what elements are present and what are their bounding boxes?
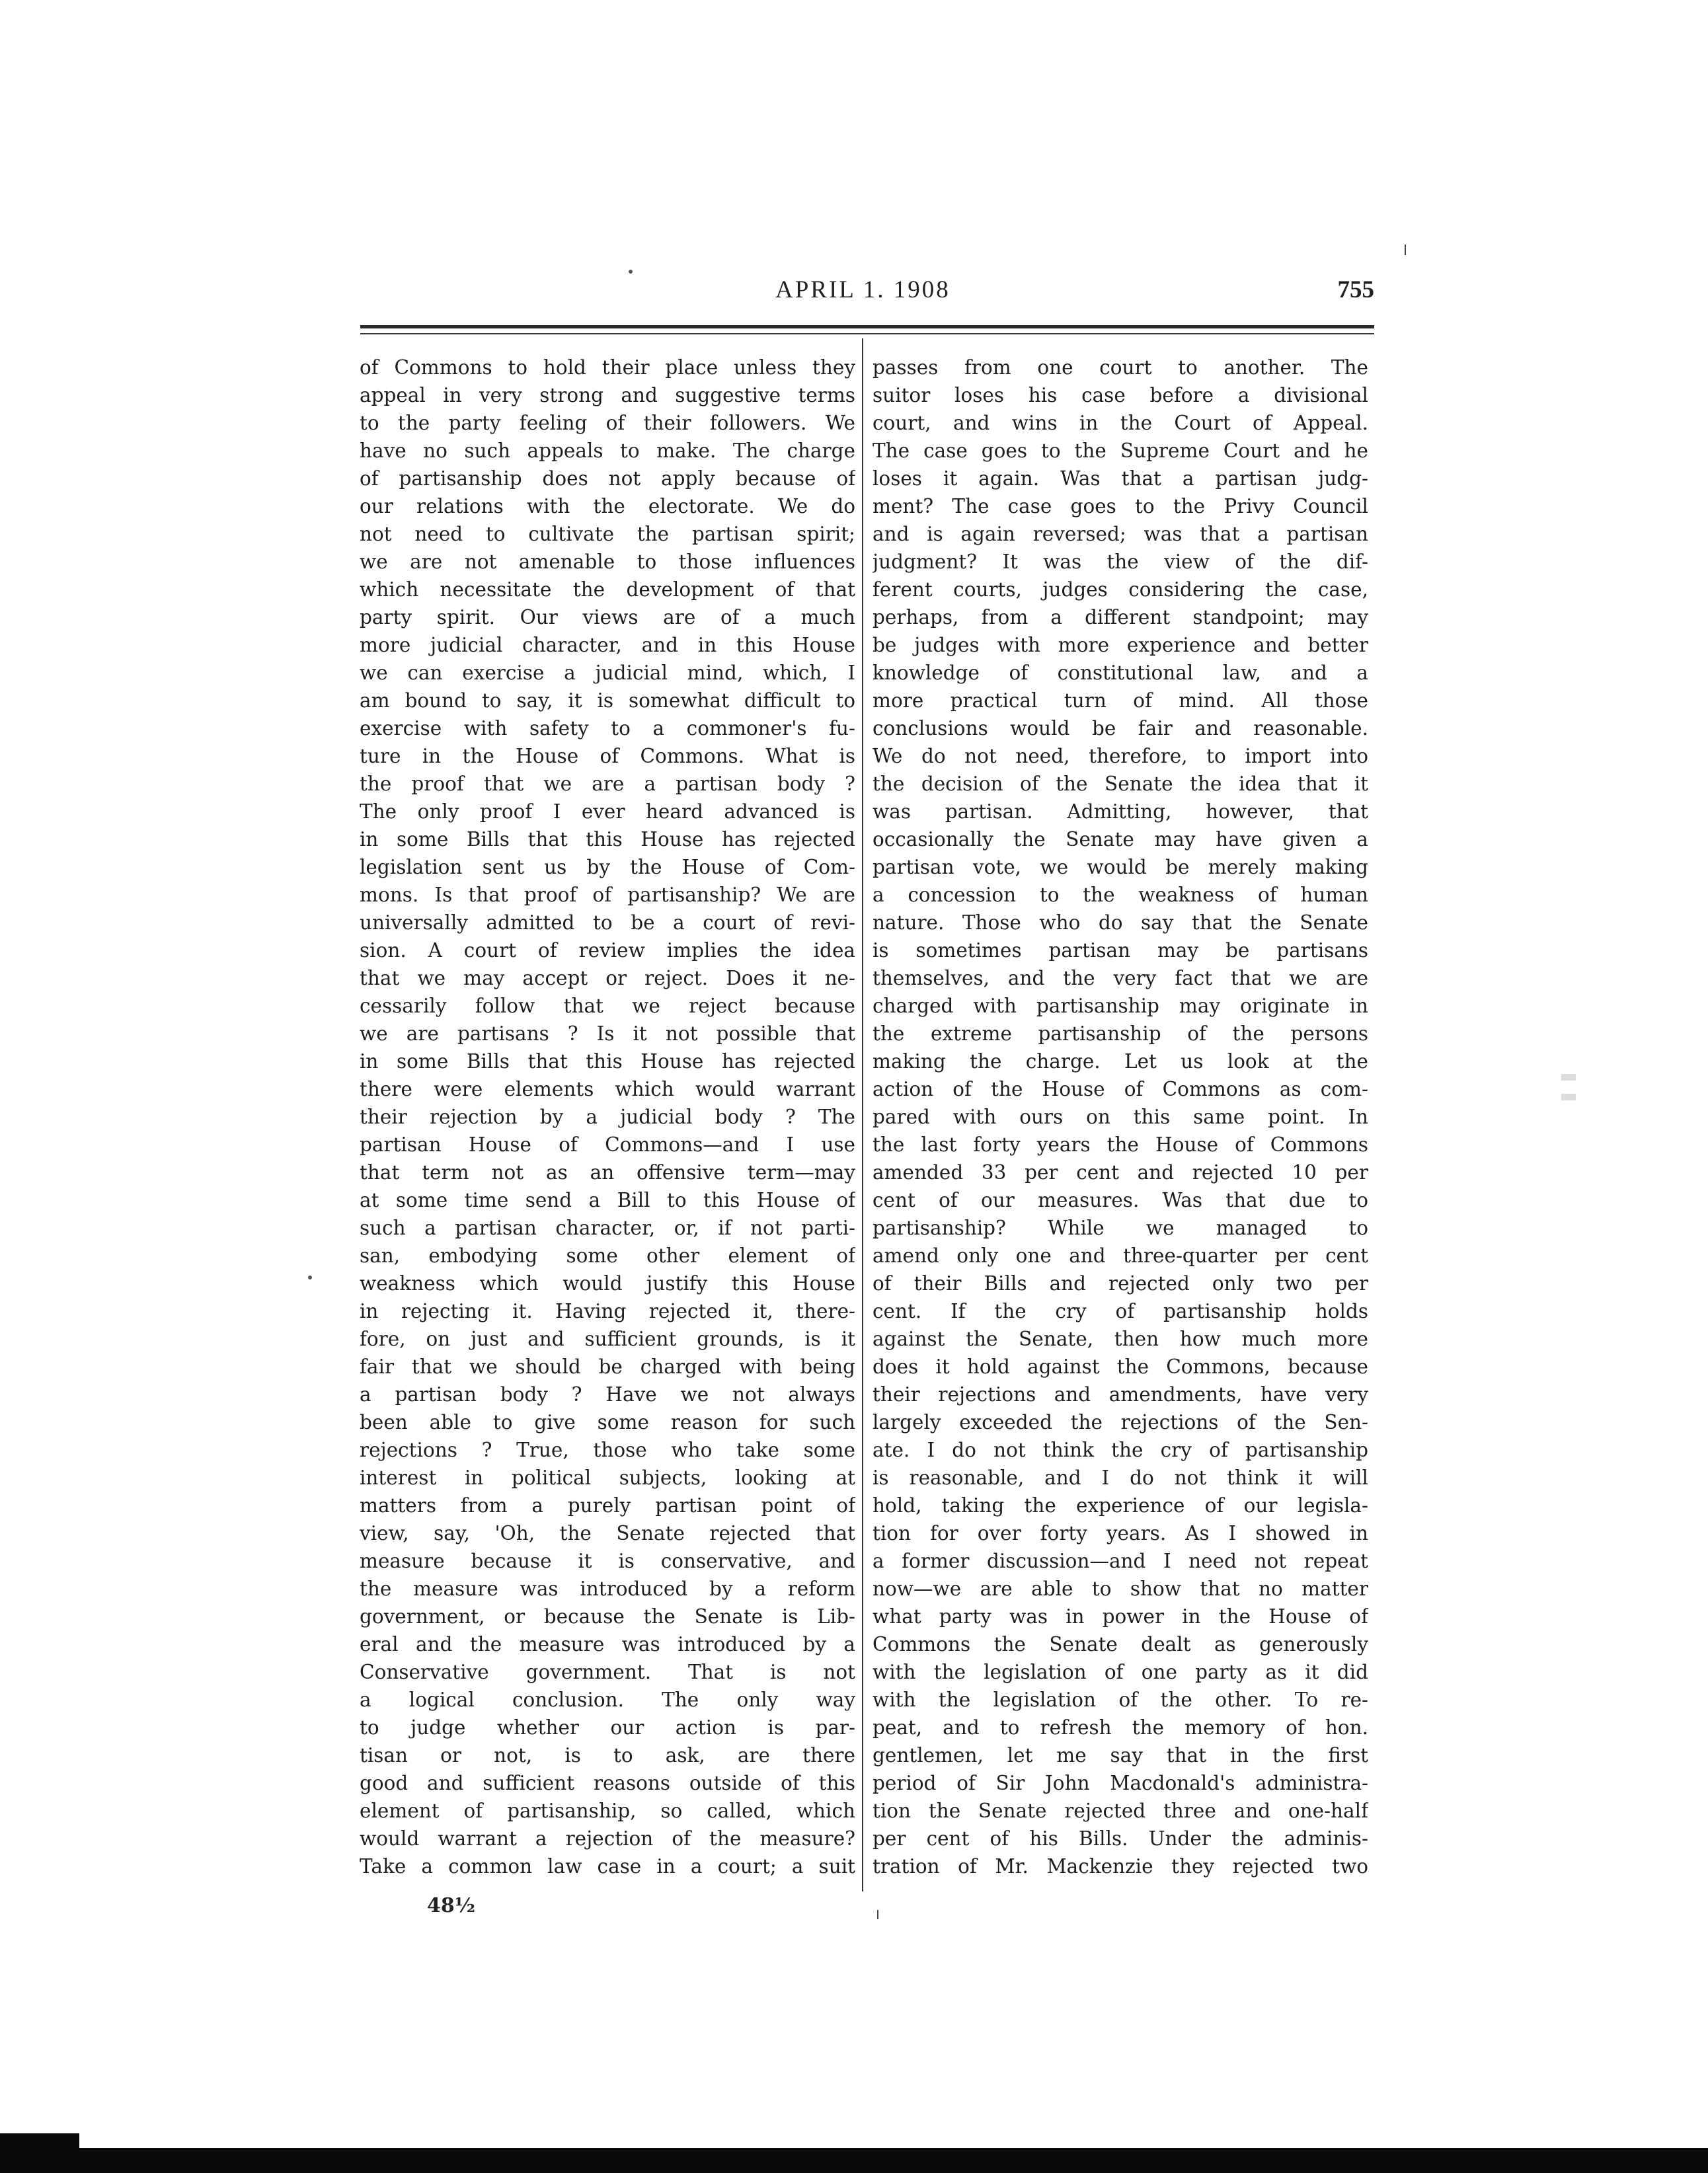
- text-line: there were elements which would warrant: [360, 1078, 855, 1100]
- text-line: tion the Senate rejected three and one-half: [873, 1800, 1368, 1822]
- text-line: party spirit. Our views are of a much: [360, 606, 855, 629]
- scan-speck: [308, 1276, 312, 1279]
- text-line: the decision of the Senate the idea that it: [873, 773, 1368, 795]
- scan-speck: [629, 270, 633, 274]
- running-header: [360, 268, 1374, 307]
- text-line: a logical conclusion. The only way: [360, 1689, 855, 1711]
- header-rule-thick: [360, 325, 1374, 328]
- text-line: matters from a purely partisan point of: [360, 1494, 855, 1517]
- text-line: cessarily follow that we reject because: [360, 995, 855, 1017]
- text-line: the last forty years the House of Commons: [873, 1133, 1368, 1156]
- text-line: partisanship? While we managed to: [873, 1217, 1368, 1239]
- text-line: element of partisanship, so called, which: [360, 1800, 855, 1822]
- text-line: knowledge of constitutional law, and a: [873, 662, 1368, 684]
- text-line: hold, taking the experience of our legisla-: [873, 1494, 1368, 1517]
- text-line: largely exceeded the rejections of the Sen-: [873, 1411, 1368, 1433]
- text-line: charged with partisanship may originate in: [873, 995, 1368, 1017]
- text-line: in rejecting it. Having rejected it, there-: [360, 1300, 855, 1322]
- text-line: fair that we should be charged with being: [360, 1355, 855, 1378]
- text-line: We do not need, therefore, to import into: [873, 745, 1368, 767]
- text-line: we are partisans ? Is it not possible that: [360, 1022, 855, 1045]
- text-line: partisan House of Commons—and I use: [360, 1133, 855, 1156]
- text-line: a partisan body ? Have we not always: [360, 1383, 855, 1406]
- text-line: we can exercise a judicial mind, which, I: [360, 662, 855, 684]
- text-line: with the legislation of one party as it did: [873, 1661, 1368, 1683]
- text-line: view, say, 'Oh, the Senate rejected that: [360, 1522, 855, 1544]
- text-line: The case goes to the Supreme Court and he: [873, 439, 1368, 462]
- text-line: of Commons to hold their place unless they: [360, 356, 855, 379]
- column-divider: [862, 338, 863, 1891]
- text-line: we are not amenable to those influences: [360, 551, 855, 573]
- text-line: ture in the House of Commons. What is: [360, 745, 855, 767]
- text-line: what party was in power in the House of: [873, 1605, 1368, 1628]
- text-line: peat, and to refresh the memory of hon.: [873, 1716, 1368, 1739]
- text-line: been able to give some reason for such: [360, 1411, 855, 1433]
- text-line: Commons the Senate dealt as generously: [873, 1633, 1368, 1656]
- text-line: rejections ? True, those who take some: [360, 1439, 855, 1461]
- text-line: Conservative government. That is not: [360, 1661, 855, 1683]
- text-line: in some Bills that this House has rejected: [360, 828, 855, 851]
- text-line: suitor loses his case before a divisional: [873, 384, 1368, 406]
- signature-mark: 48½: [427, 1894, 476, 1917]
- text-line: cent. If the cry of partisanship holds: [873, 1300, 1368, 1322]
- text-line: good and sufficient reasons outside of this: [360, 1772, 855, 1794]
- text-line: government, or because the Senate is Lib-: [360, 1605, 855, 1628]
- text-line: the extreme partisanship of the persons: [873, 1022, 1368, 1045]
- text-line: perhaps, from a different standpoint; may: [873, 606, 1368, 629]
- header-date: APRIL 1. 1908: [775, 276, 951, 303]
- text-line: ate. I do not think the cry of partisanship: [873, 1439, 1368, 1461]
- right-column: [873, 354, 1368, 1893]
- text-line: exercise with safety to a commoner's fu-: [360, 717, 855, 740]
- text-line: nature. Those who do say that the Senate: [873, 911, 1368, 934]
- text-line: partisan vote, we would be merely making: [873, 856, 1368, 878]
- text-line: is reasonable, and I do not think it will: [873, 1467, 1368, 1489]
- text-line: that we may accept or reject. Does it ne-: [360, 967, 855, 989]
- text-line: mons. Is that proof of partisanship? We are: [360, 884, 855, 906]
- text-line: gentlemen, let me say that in the first: [873, 1744, 1368, 1767]
- text-line: fore, on just and sufficient grounds, is it: [360, 1328, 855, 1350]
- text-line: their rejection by a judicial body ? The: [360, 1106, 855, 1128]
- text-line: of their Bills and rejected only two per: [873, 1272, 1368, 1295]
- text-line: conclusions would be fair and reasonable.: [873, 717, 1368, 740]
- text-line: interest in political subjects, looking at: [360, 1467, 855, 1489]
- text-line: more judicial character, and in this House: [360, 634, 855, 656]
- text-line: which necessitate the development of that: [360, 578, 855, 601]
- text-line: loses it again. Was that a partisan judg-: [873, 467, 1368, 490]
- text-line: such a partisan character, or, if not parti-: [360, 1217, 855, 1239]
- margin-artifact: [1561, 1094, 1576, 1100]
- page-number: 755: [1337, 276, 1374, 303]
- text-line: pared with ours on this same point. In: [873, 1106, 1368, 1128]
- text-line: have no such appeals to make. The charge: [360, 439, 855, 462]
- text-line: is sometimes partisan may be partisans: [873, 939, 1368, 962]
- text-line: tion for over forty years. As I showed in: [873, 1522, 1368, 1544]
- text-line: to the party feeling of their followers. We: [360, 412, 855, 434]
- text-line: universally admitted to be a court of revi-: [360, 911, 855, 934]
- text-line: was partisan. Admitting, however, that: [873, 800, 1368, 823]
- text-line: weakness which would justify this House: [360, 1272, 855, 1295]
- text-line: their rejections and amendments, have very: [873, 1383, 1368, 1406]
- text-line: not need to cultivate the partisan spirit;: [360, 523, 855, 545]
- text-line: with the legislation of the other. To re-: [873, 1689, 1368, 1711]
- scan-tick: [877, 1910, 878, 1919]
- text-line: san, embodying some other element of: [360, 1244, 855, 1267]
- text-line: our relations with the electorate. We do: [360, 495, 855, 517]
- text-line: and is again reversed; was that a partisan: [873, 523, 1368, 545]
- text-line: at some time send a Bill to this House of: [360, 1189, 855, 1211]
- text-line: occasionally the Senate may have given a: [873, 828, 1368, 851]
- text-line: of partisanship does not apply because of: [360, 467, 855, 490]
- text-line: a former discussion—and I need not repeat: [873, 1550, 1368, 1572]
- text-line: legislation sent us by the House of Com-: [360, 856, 855, 878]
- text-line: that term not as an offensive term—may: [360, 1161, 855, 1184]
- text-line: amended 33 per cent and rejected 10 per: [873, 1161, 1368, 1184]
- text-line: tisan or not, is to ask, are there: [360, 1744, 855, 1767]
- text-line: themselves, and the very fact that we are: [873, 967, 1368, 989]
- text-line: be judges with more experience and better: [873, 634, 1368, 656]
- text-line: period of Sir John Macdonald's administra-: [873, 1772, 1368, 1794]
- text-line: making the charge. Let us look at the: [873, 1050, 1368, 1073]
- text-line: court, and wins in the Court of Appeal.: [873, 412, 1368, 434]
- margin-artifact: [1561, 1074, 1576, 1081]
- text-line: am bound to say, it is somewhat difficult to: [360, 689, 855, 712]
- text-line: does it hold against the Commons, because: [873, 1355, 1368, 1378]
- text-line: ferent courts, judges considering the case,: [873, 578, 1368, 601]
- scan-tick: [1405, 245, 1406, 255]
- text-line: eral and the measure was introduced by a: [360, 1633, 855, 1656]
- scan-edge-bottom: [0, 2148, 1708, 2173]
- text-line: measure because it is conservative, and: [360, 1550, 855, 1572]
- text-line: passes from one court to another. The: [873, 356, 1368, 379]
- text-line: amend only one and three-quarter per cent: [873, 1244, 1368, 1267]
- text-line: The only proof I ever heard advanced is: [360, 800, 855, 823]
- text-line: per cent of his Bills. Under the adminis-: [873, 1827, 1368, 1850]
- text-line: Take a common law case in a court; a suit: [360, 1855, 855, 1878]
- text-line: in some Bills that this House has rejected: [360, 1050, 855, 1073]
- text-line: the measure was introduced by a reform: [360, 1578, 855, 1600]
- left-column: [360, 354, 855, 1893]
- text-line: the proof that we are a partisan body ?: [360, 773, 855, 795]
- text-line: to judge whether our action is par-: [360, 1716, 855, 1739]
- text-line: ment? The case goes to the Privy Council: [873, 495, 1368, 517]
- text-line: more practical turn of mind. All those: [873, 689, 1368, 712]
- text-line: action of the House of Commons as com-: [873, 1078, 1368, 1100]
- text-line: a concession to the weakness of human: [873, 884, 1368, 906]
- text-line: judgment? It was the view of the dif-: [873, 551, 1368, 573]
- text-line: sion. A court of review implies the idea: [360, 939, 855, 962]
- text-line: appeal in very strong and suggestive terms: [360, 384, 855, 406]
- scan-edge-corner: [0, 2133, 79, 2173]
- header-rule-thin: [360, 333, 1374, 334]
- text-line: now—we are able to show that no matter: [873, 1578, 1368, 1600]
- text-line: tration of Mr. Mackenzie they rejected two: [873, 1855, 1368, 1878]
- text-line: cent of our measures. Was that due to: [873, 1189, 1368, 1211]
- text-line: against the Senate, then how much more: [873, 1328, 1368, 1350]
- text-line: would warrant a rejection of the measure?: [360, 1827, 855, 1850]
